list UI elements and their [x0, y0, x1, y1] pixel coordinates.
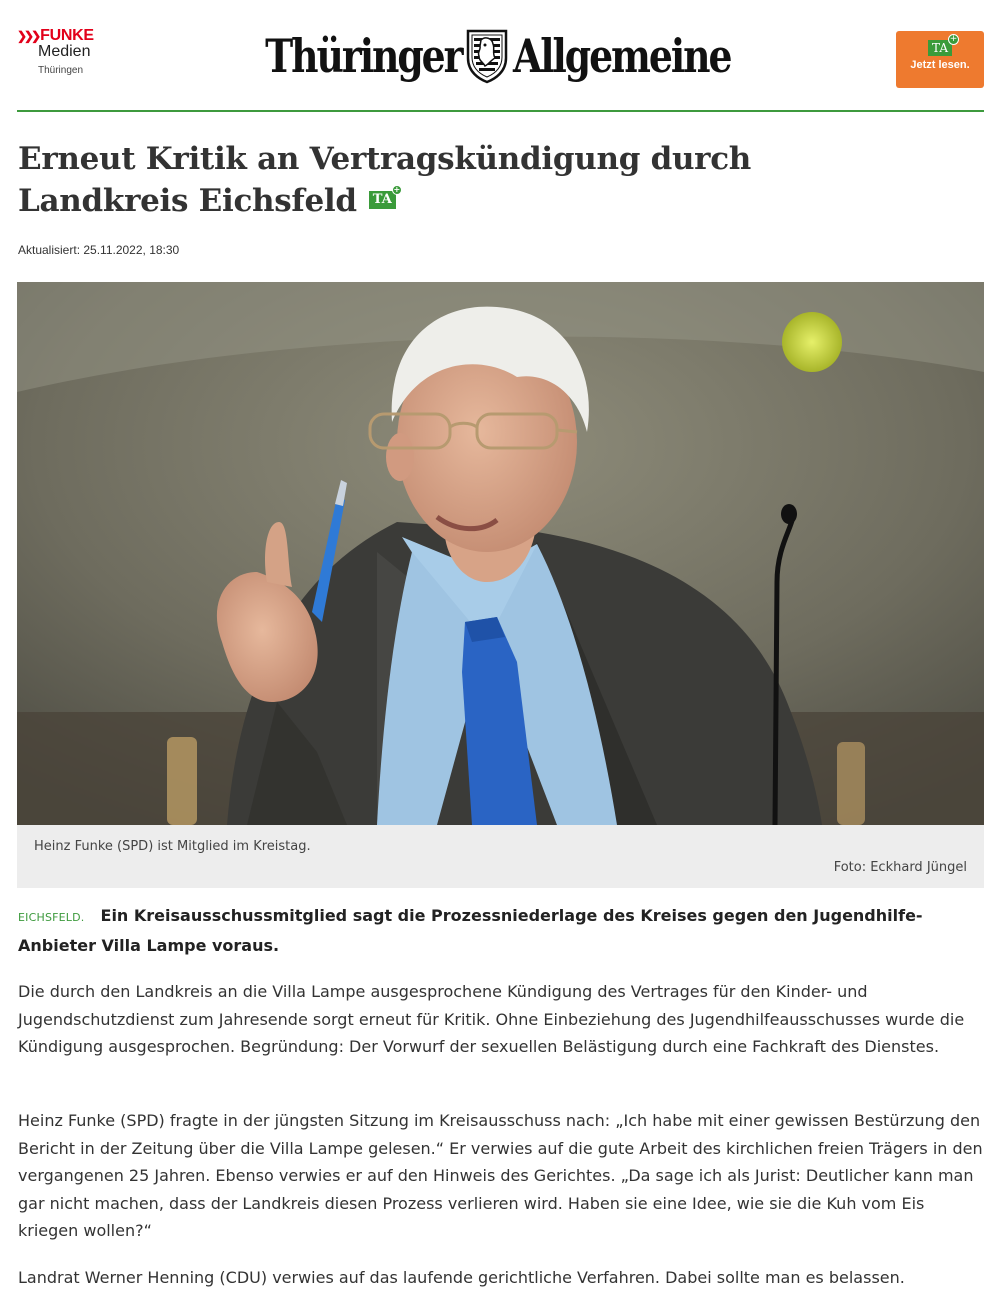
article-title-text: Erneut Kritik an Vertragskündigung durch Landkreis Eichsfeld — [18, 141, 752, 219]
lead-text: Ein Kreisausschussmitglied sagt die Prozessniederlage des Kreises gegen den Jugendhilfe-Anbieter Villa Lampe voraus. — [18, 906, 923, 955]
subscribe-label: Jetzt lesen. — [910, 59, 970, 71]
photo-credit: Foto: Eckhard Jüngel — [833, 860, 967, 875]
premium-badge-text: TA — [372, 192, 392, 207]
article-updated: Aktualisiert: 25.11.2022, 18:30 — [18, 243, 180, 257]
funke-region: Thüringen — [38, 65, 84, 76]
dateline: EICHSFELD. — [18, 911, 85, 924]
photo-caption: Heinz Funke (SPD) ist Mitglied im Kreistag. — [34, 839, 311, 854]
funke-name: FUNKE — [40, 27, 94, 44]
header-divider — [17, 110, 984, 112]
portrait-photo — [17, 282, 984, 825]
coat-of-arms-icon — [465, 28, 509, 84]
site-header — [0, 0, 1000, 112]
article-lead — [18, 902, 978, 960]
funke-sub: Medien — [38, 43, 91, 60]
premium-badge — [369, 185, 401, 209]
masthead-logo[interactable] — [264, 16, 731, 96]
funke-medien-logo[interactable] — [17, 27, 117, 76]
article-paragraph-2: Heinz Funke (SPD) fragte in der jüngsten Sitzung im Kreisausschuss nach: „Ich habe mit einer gewissen Bestürzung den Bericht in der Zeitung über die Villa Lampe gelesen.“ Er verwies auf die gute Arbeit des kirchlichen freien Trägers in den vergangenen 25 Jahren. Ebenso verwies er auf den Hinweis des Gerichtes. „Da sage ich als Jurist: Deutlicher kann man gar nicht machen, dass der Landkreis diesen Prozess verlieren wird. Haben sie eine Idee, wie sie die Kuh vom Eis kriegen wollen?“ — [18, 1111, 983, 1240]
article-paragraph-1: Die durch den Landkreis an die Villa Lampe ausgesprochene Kündigung des Vertrages für den Kinder- und Jugendschutzdienst zum Jahresende sorgt erneut für Kritik. Ohne Einbeziehung des Jugendhilfeausschusses wurde die Kündigung ausgesprochen. Begründung: Der Vorwurf der sexuellen Belästigung durch eine Fachkraft des Dienstes. — [18, 982, 965, 1056]
ta-plus-badge — [928, 34, 958, 56]
ta-badge-text: TA — [931, 41, 948, 55]
funke-chevrons-icon: ❯❯❯ — [17, 29, 39, 43]
masthead-word-2: Allgemeine — [513, 29, 731, 83]
article-title — [18, 138, 918, 222]
masthead-word-1: Thüringer — [264, 29, 462, 83]
subscribe-button[interactable] — [896, 31, 984, 88]
plus-icon: + — [949, 34, 958, 44]
article-paragraph-3: Landrat Werner Henning (CDU) verwies auf das laufende gerichtliche Verfahren. Dabei sollte man es belassen. — [18, 1268, 905, 1287]
photo-caption-box — [17, 825, 984, 888]
plus-icon: + — [393, 185, 401, 194]
article-photo[interactable] — [17, 282, 984, 825]
